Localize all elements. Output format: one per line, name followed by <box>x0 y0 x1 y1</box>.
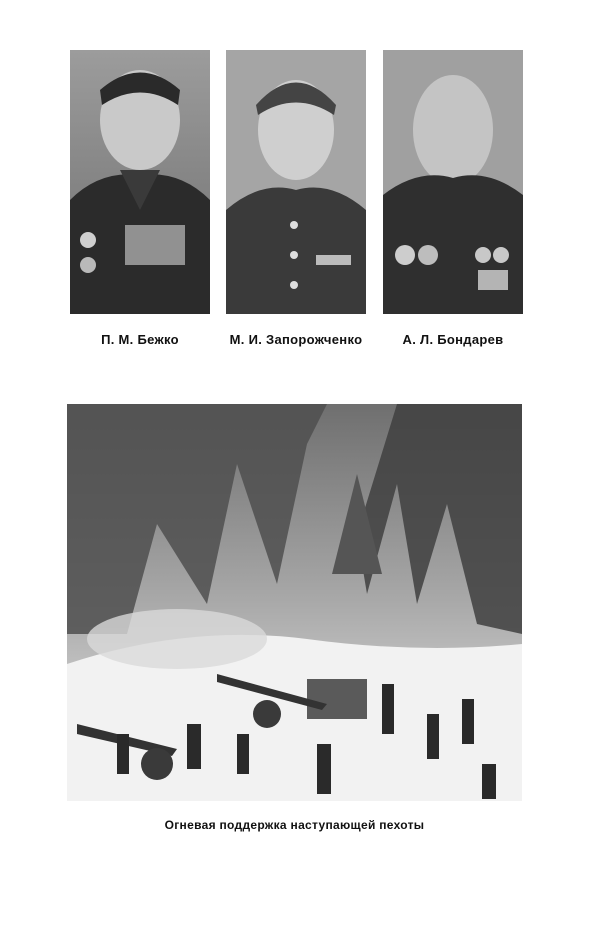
battle-photo <box>67 404 522 801</box>
portrait-photo-zaporozhchenko <box>226 50 366 314</box>
portrait-caption-2: М. И. Запорожченко <box>229 332 363 347</box>
battle-photo-caption: Огневая поддержка наступающей пехоты <box>164 818 425 832</box>
portrait-photo-bezhko <box>70 50 210 314</box>
portrait-caption-1: П. М. Бежко <box>101 332 179 347</box>
portrait-caption-3: А. Л. Бондарев <box>402 332 504 347</box>
portrait-photo-bondarev <box>383 50 523 314</box>
